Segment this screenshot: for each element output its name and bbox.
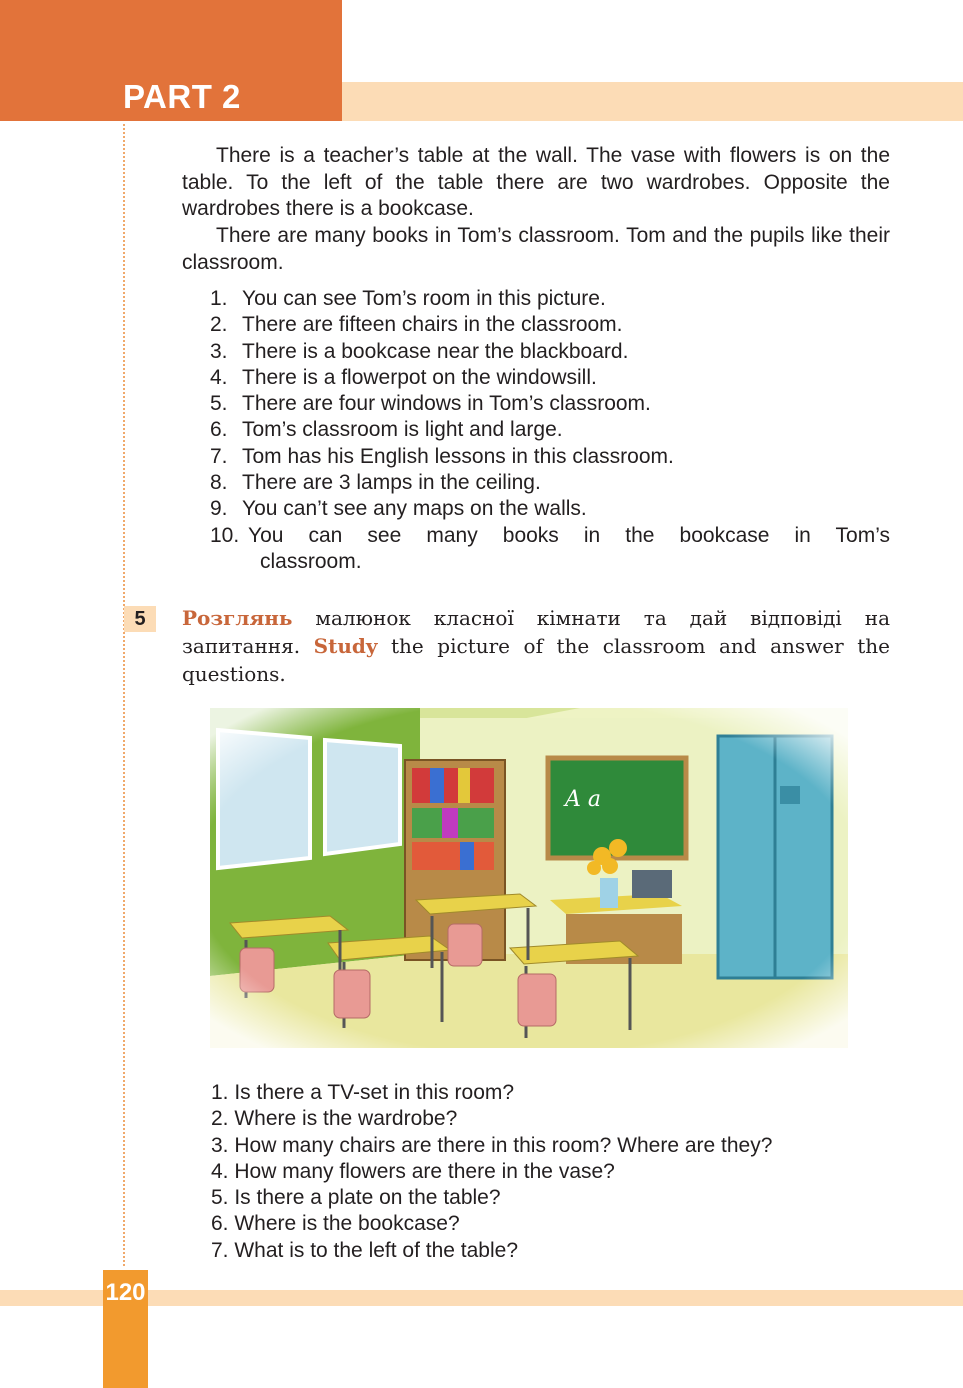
reading-paragraph-2: There are many books in Tom’s classroom. Tom and the pupils like their classroom. (182, 224, 890, 274)
list-item: 9. You can’t see any maps on the walls. (210, 497, 587, 521)
list-item: 5. Is there a plate on the table? (211, 1186, 501, 1210)
list-item: 6. Tom’s classroom is light and large. (210, 418, 563, 442)
part-title: PART 2 (123, 78, 241, 115)
list-item: 2. There are fifteen chairs in the classroom. (210, 313, 623, 337)
exercise-instruction: Розглянь малюнок класної кімнати та дай відповіді на запитання. Study the picture of the classroom and answer the questions. (182, 606, 890, 686)
page-number: 120 (105, 1279, 146, 1306)
margin-dotted-rule (123, 124, 125, 1266)
list-item: 7. Tom has his English lessons in this classroom. (210, 444, 674, 468)
list-item: 1. Is there a TV-set in this room? (211, 1081, 515, 1104)
exercise-number-badge: 5 (124, 606, 156, 632)
list-item: 8. There are 3 lamps in the ceiling. (210, 471, 541, 495)
question-list (211, 1080, 772, 1264)
list-item: 1. You can see Tom’s room in this picture. (210, 287, 606, 310)
list-item: 7. What is to the left of the table? (211, 1238, 519, 1262)
list-item: 4. How many flowers are there in the vase? (211, 1159, 615, 1183)
header-band (342, 82, 963, 121)
list-item: 5. There are four windows in Tom’s classroom. (210, 392, 651, 416)
list-item: 2. Where is the wardrobe? (211, 1107, 458, 1131)
list-item: 4. There is a flowerpot on the windowsill. (210, 365, 597, 389)
list-item-continuation: classroom. (260, 549, 362, 573)
classroom-illustration (210, 708, 848, 1048)
reading-paragraph-1: There is a teacher’s table at the wall. The vase with flowers is on the table. To the left of the table there are two wardrobes. Opposite the wardrobes there is a bookcase. (182, 144, 890, 220)
list-item: 6. Where is the bookcase? (211, 1212, 460, 1236)
list-item: 3. How many chairs are there in this room? Where are they? (211, 1133, 773, 1157)
list-item: 3. There is a bookcase near the blackboard. (210, 339, 629, 363)
list-item: 10. You can see many books in the bookcase in Tom’s (210, 523, 890, 547)
statement-list (210, 286, 890, 575)
